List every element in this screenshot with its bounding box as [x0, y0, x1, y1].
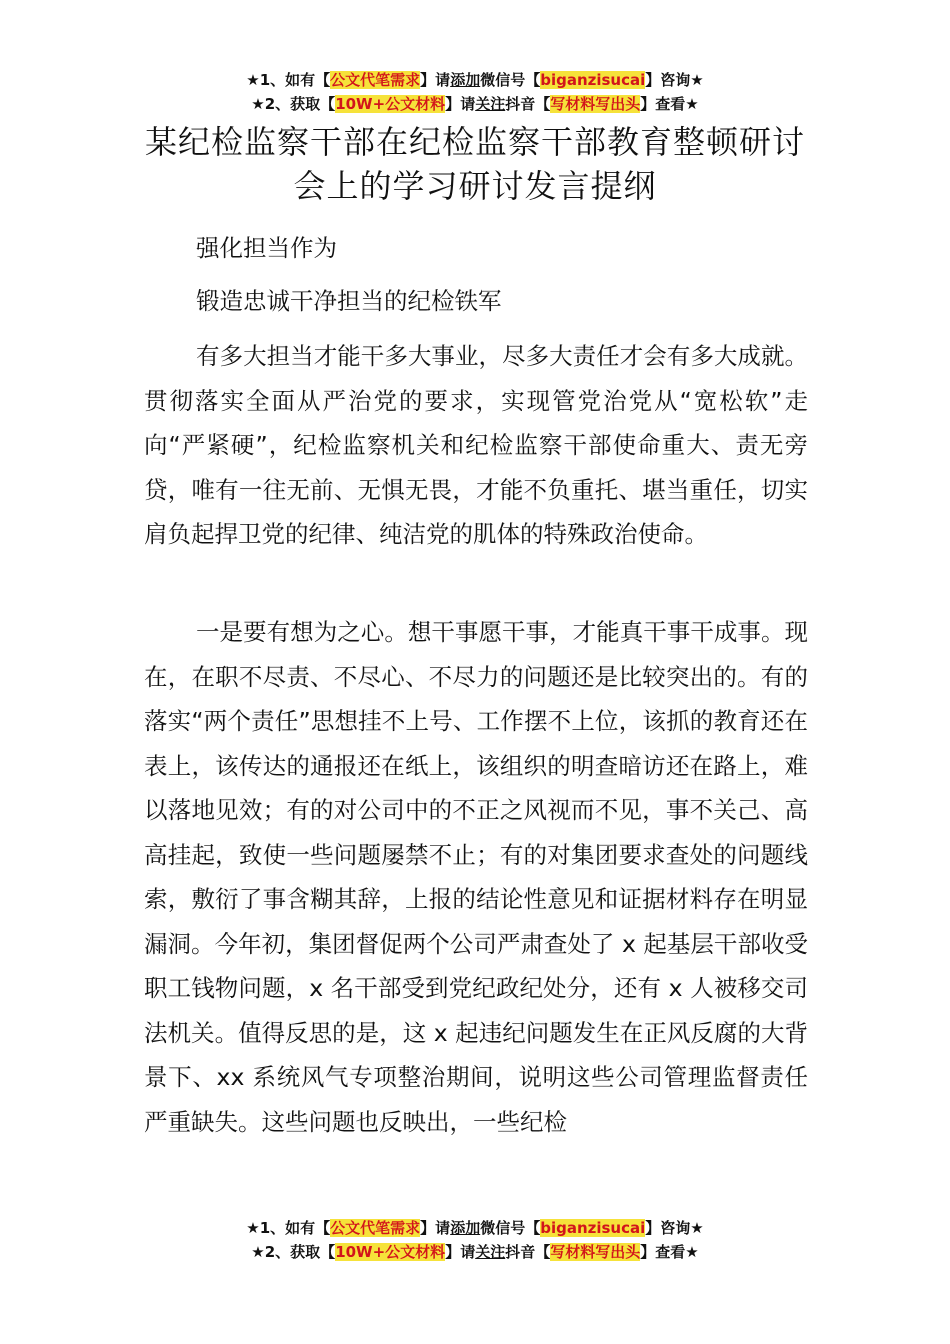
promo-text: 微信号【 [480, 71, 541, 89]
promo-douyin-account: 写材料写出头 [550, 95, 641, 113]
promo-text: ★1、如有【 [246, 71, 331, 89]
promo-line-1 [0, 1216, 950, 1240]
promo-text: ★2、获取【 [251, 1243, 336, 1261]
promo-text: 抖音【 [505, 1243, 551, 1261]
promo-banner-bottom [0, 1216, 950, 1264]
promo-wechat-id: biganzisucai [540, 71, 646, 89]
promo-text: 抖音【 [505, 95, 551, 113]
promo-text: 微信号【 [480, 1219, 541, 1237]
promo-line-2 [0, 1240, 950, 1264]
promo-text-underlined: 添加 [450, 1219, 481, 1237]
document-title: 某纪检监察干部在纪检监察干部教育整顿研讨会上的学习研讨发言提纲 [144, 123, 805, 205]
promo-text: 】请 [420, 71, 451, 89]
promo-text: 】请 [445, 1243, 476, 1261]
promo-text-underlined: 添加 [450, 71, 481, 89]
promo-text-underlined: 关注 [475, 1243, 506, 1261]
promo-text: ★2、获取【 [251, 95, 336, 113]
promo-highlight: 10W+公文材料 [335, 1243, 446, 1261]
promo-text: 】请 [445, 95, 476, 113]
promo-text-underlined: 关注 [475, 95, 506, 113]
promo-text: 】请 [420, 1219, 451, 1237]
promo-highlight: 10W+公文材料 [335, 95, 446, 113]
section-heading-1: 强化担当作为 [196, 234, 337, 262]
promo-line-2 [0, 92, 950, 116]
promo-text: ★1、如有【 [246, 1219, 331, 1237]
promo-text: 】查看★ [640, 95, 699, 113]
body-paragraph-1: 有多大担当才能干多大事业，尽多大责任才会有多大成就。贯彻落实全面从严治党的要求，实现管党治党从“宽松软”走向“严紧硬”，纪检监察机关和纪检监察干部使命重大、责无旁贷，唯有一往无前、无惧无畏，才能不负重托、堪当重任，切实肩负起捍卫党的纪律、纯洁党的肌体的特殊政治使命。 [144, 342, 808, 548]
section-heading-2: 锻造忠诚干净担当的纪检铁军 [196, 287, 502, 315]
body-paragraph-2: 一是要有想为之心。想干事愿干事，才能真干事干成事。现在，在职不尽责、不尽心、不尽力的问题还是比较突出的。有的落实“两个责任”思想挂不上号、工作摆不上位，该抓的教育还在表上，该传达的通报还在纸上，该组织的明查暗访还在路上，难以落地见效；有的对公司中的不正之风视而不见，事不关己、高高挂起，致使一些问题屡禁不止；有的对集团要求查处的问题线索，敷衍了事含糊其辞，上报的结论性意见和证据材料存在明显漏洞。今年初，集团督促两个公司严肃查处了 x 起基层干部收受职工钱物问题，x 名干部受到党纪政纪处分，还有 x 人被移交司法机关。值得反思的是，这 x 起违纪问题发生在正风反腐的大背景下、xx 系统风气专项整治期间，说明这些公司管理监督责任严重缺失。这些问题也反映出，一些纪检 [144, 618, 808, 1136]
promo-highlight: 公文代笔需求 [330, 71, 421, 89]
promo-text: 】查看★ [640, 1243, 699, 1261]
promo-wechat-id: biganzisucai [540, 1219, 646, 1237]
promo-line-1 [0, 68, 950, 92]
promo-text: 】咨询★ [645, 71, 704, 89]
promo-text: 】咨询★ [645, 1219, 704, 1237]
promo-douyin-account: 写材料写出头 [550, 1243, 641, 1261]
promo-highlight: 公文代笔需求 [330, 1219, 421, 1237]
promo-banner-top [0, 68, 950, 116]
